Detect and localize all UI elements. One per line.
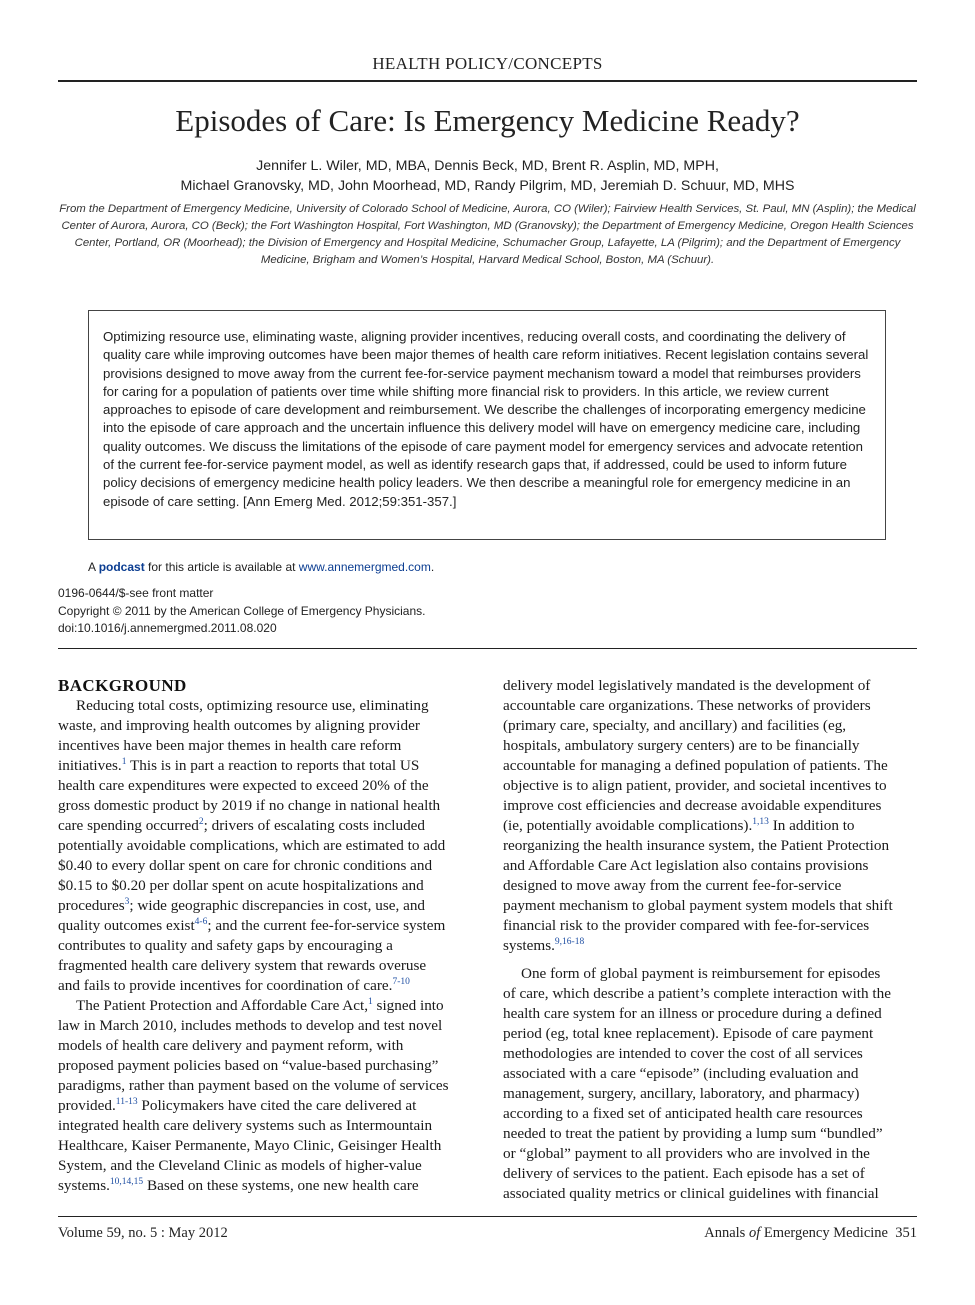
reference-link[interactable]: 9,16-18	[554, 937, 585, 947]
reference-link[interactable]: 2	[198, 817, 204, 827]
reference-link[interactable]: 4-6	[194, 917, 208, 927]
footer-journal	[704, 1225, 917, 1242]
paragraph-1	[58, 696, 450, 996]
podcast-note	[88, 560, 434, 574]
journal-name-of: of	[748, 1225, 761, 1241]
podcast-link[interactable]: podcast	[98, 560, 145, 574]
journal-name-a: Annals	[704, 1225, 746, 1241]
reference-link[interactable]: 7-10	[392, 977, 410, 987]
text-run: signed into law in March 2010, includes methods to develop and test novel models of health care delivery and payment reform, with proposed payment policies based on “value-based purchasing” paradigms, rather than payment based on the volume of services provided.	[58, 997, 449, 1114]
article-title: Episodes of Care: Is Emergency Medicine Ready?	[175, 103, 800, 138]
abstract-text: Optimizing resource use, eliminating waste, aligning provider incentives, reducing overall costs, and coordinating the delivery of quality care while improving outcomes have been major themes of health care reform initiatives. Recent legislation contains several provisions designed to move away from the current fee-for-service payment mechanism toward a model that reimburses providers for caring for a population of patients over time while shifting more financial risk to providers. In this article, we review current approaches to episode of care development and reimbursement. We describe the challenges of incorporating emergency medicine into the episode of care approach and the uncertain influence this delivery model will have on emergency medicine care, including quality outcomes. We discuss the limitations of the episode of care payment model for emergency services and advocate retention of the current fee-for-service payment model, as well as identify research gaps that, if addressed, could be used to inform future policy decisions of emergency medicine health policy leaders. We then describe a meaningful role for emergency medicine in an episode of care setting. [Ann Emerg Med. 2012;59:351-357.]	[103, 329, 869, 509]
journal-url-link[interactable]: www.annemergmed.com	[298, 560, 431, 574]
author-line-1: Jennifer L. Wiler, MD, MBA, Dennis Beck, MD, Brent R. Asplin, MD, MPH,	[256, 158, 719, 174]
page-number: 351	[895, 1225, 917, 1241]
paragraph-2	[58, 996, 450, 1196]
right-column	[503, 676, 895, 1204]
paragraph-4: One form of global payment is reimbursement for episodes of care, which describe a patient’s complete interaction with the health care system for an illness or procedure during a defined period (eg, total knee replacement). Episode of care payment methodologies are intended to cover the cost of all services associated with a care “episode” (including evaluation and management, surgery, ancillary, laboratory, and pharmacy) according to a fixed set of anticipated health care resources needed to treat the patient by providing a lump sum “bundled” or “global” payment to all providers who are involved in the delivery of services to the patient. Each episode has a set of associated quality metrics or clinical guidelines with financial	[503, 965, 891, 1202]
reference-link[interactable]: 1	[121, 757, 127, 767]
text-run: ; drivers of escalating costs included potentially avoidable complications, which are estimated to add $0.40 to every dollar spent on care for chronic conditions and $0.15 to $0.20 per dollar spent on acute hospitalizations and procedures	[58, 817, 446, 914]
podcast-prefix: A	[88, 560, 96, 574]
issn-line: 0196-0644/$-see front matter	[58, 586, 214, 600]
footer-volume: Volume 59, no. 5 : May 2012	[58, 1225, 228, 1241]
text-run: Policymakers have cited the care delivered at integrated health care delivery systems such as Intermountain Healthcare, Kaiser Permanente, Mayo Clinic, Geisinger Health System, and the Cleveland Clinic as models of higher-value systems.	[58, 1097, 442, 1194]
journal-name-b: Emergency Medicine	[763, 1225, 888, 1241]
reference-link[interactable]: 11-13	[115, 1097, 138, 1107]
author-line-2: Michael Granovsky, MD, John Moorhead, MD, Randy Pilgrim, MD, Jeremiah D. Schuur, MD, MHS	[180, 178, 795, 194]
footer-rule	[58, 1216, 917, 1217]
reference-link[interactable]: 1,13	[752, 817, 769, 827]
text-run: ; and the current fee-for-service system contributes to quality and safety gaps by encouraging a fragmented health care delivery system that rewards overuse and fails to provide incentives for coordination of care.	[58, 917, 446, 994]
section-label: HEALTH POLICY/CONCEPTS	[372, 54, 603, 73]
author-list	[58, 156, 917, 196]
text-run: In addition to reorganizing the health insurance system, the Patient Protection and Affordable Care Act legislation also contains provisions designed to move away from the current fee-for-service payment mechanism to global payment system models that shift financial risk to the provider compared with fee-for-services systems.	[503, 817, 893, 954]
reference-link[interactable]: 3	[124, 897, 130, 907]
paragraph-3	[503, 676, 895, 956]
text-run: Reducing total costs, optimizing resource use, eliminating waste, and improving health outcomes by aligning provider incentives have been major themes in health care reform initiatives.	[58, 697, 429, 774]
section-heading-background: BACKGROUND	[58, 676, 187, 695]
text-run: The Patient Protection and Affordable Care Act,	[76, 997, 368, 1014]
affiliation: From the Department of Emergency Medicine, University of Colorado School of Medicine, Aurora, CO (Wiler); Fairview Health Services, St. Paul, MN (Asplin); the Medical Center of Aurora, Aurora, CO (Beck); the Fort Washington Hospital, Fort Washington, MD (Granovsky); the Department of Emergency Medicine, Oregon Health Sciences Center, Portland, OR (Moorhead); the Division of Emergency and Hospital Medicine, Schumacher Group, Lafayette, LA (Pilgrim); and the Department of Emergency Medicine, Brigham and Women’s Hospital, Harvard Medical School, Boston, MA (Schuur).	[59, 203, 916, 266]
text-run: delivery model legislatively mandated is the development of accountable care organizations. These networks of providers (primary care, specialty, and ancillary) and facilities (eg, hospitals, ambulatory surgery centers) are to be financially accountable for managing a defined population of patients. The objective is to align patient, provider, and societal incentives to improve cost efficiencies and decrease avoidable expenditures (ie, potentially avoidable complications).	[503, 677, 888, 834]
reference-link[interactable]: 1	[368, 997, 373, 1007]
podcast-middle: for this article is available at	[148, 560, 296, 574]
left-column	[58, 676, 450, 1196]
podcast-suffix: .	[430, 560, 435, 574]
text-run: ; wide geographic discrepancies in cost, use, and quality outcomes exist	[58, 897, 426, 934]
body-rule	[58, 648, 917, 649]
text-run: This is in part a reaction to reports that total US health care expenditures were expected to exceed 20% of the gross domestic product by 2019 if no change in national health care spending occurred	[58, 757, 441, 834]
reference-link[interactable]: 10,14,15	[109, 1177, 144, 1187]
article-meta	[58, 585, 425, 638]
header-rule	[58, 80, 917, 82]
doi-line[interactable]: doi:10.1016/j.annemergmed.2011.08.020	[58, 621, 277, 635]
text-run: Based on these systems, one new health care	[143, 1177, 419, 1194]
copyright-line: Copyright © 2011 by the American College of Emergency Physicians.	[58, 603, 426, 618]
